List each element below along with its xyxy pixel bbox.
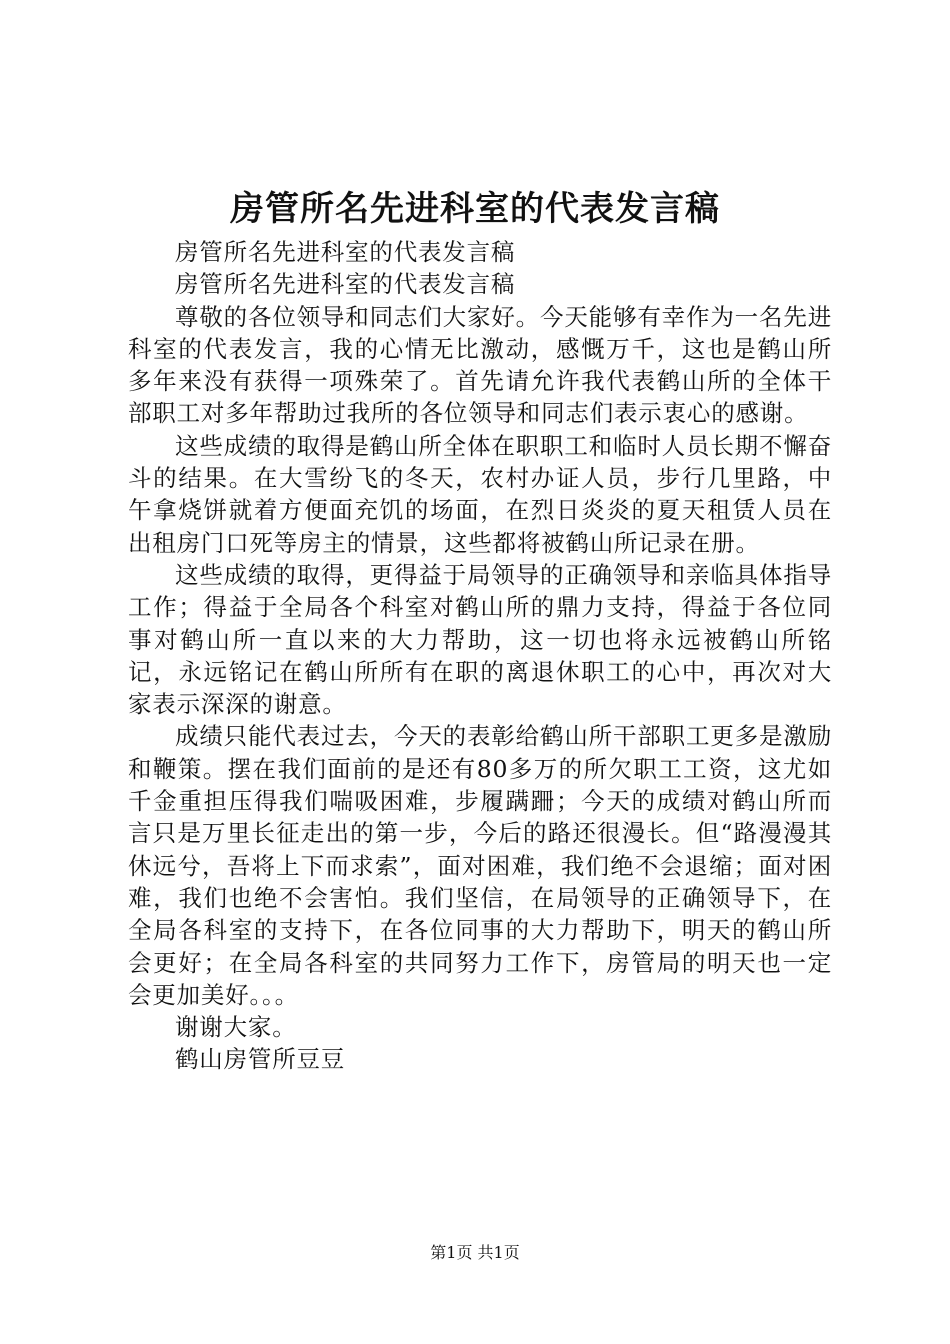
paragraph-greeting: 尊敬的各位领导和同志们大家好。今天能够有幸作为一名先进科室的代表发言，我的心情无比激动，感慨万千，这也是鹤山所多年来没有获得一项殊荣了。首先请允许我代表鹤山所的全体干部职工对多年帮助过我所的各位领导和同志们表示衷心的感谢。 [128, 302, 832, 428]
document-title: 房管所名先进科室的代表发言稿 [230, 189, 720, 229]
document-body [128, 236, 832, 1076]
paragraph-thanks-support: 这些成绩的取得，更得益于局领导的正确领导和亲临具体指导工作；得益于全局各个科室对鹤山所的鼎力支持，得益于各位同事对鹤山所一直以来的大力帮助，这一切也将永远被鹤山所铭记，永远铭记在鹤山所所有在职的离退休职工的心中，再次对大家表示深深的谢意。 [128, 560, 832, 719]
paragraph-subtitle-2: 房管所名先进科室的代表发言稿 [175, 270, 516, 299]
page-number-footer: 第1页 共1页 [430, 1243, 520, 1262]
paragraph-subtitle-1: 房管所名先进科室的代表发言稿 [175, 238, 516, 266]
paragraph-signature: 鹤山房管所豆豆 [175, 1045, 346, 1074]
paragraph-closing: 谢谢大家。 [175, 1013, 297, 1042]
paragraph-future: 成绩只能代表过去，今天的表彰给鹤山所干部职工更多是激励和鞭策。摆在我们面前的是还有80多万的所欠职工工资，这尤如千金重担压得我们喘吸困难，步履蹒跚；今天的成绩对鹤山所而言只是万里长征走出的第一步，今后的路还很漫长。但“路漫漫其休远兮，吾将上下而求索”，面对困难，我们绝不会退缩；面对困难，我们也绝不会害怕。我们坚信，在局领导的正确领导下，在全局各科室的支持下，在各位同事的大力帮助下，明天的鹤山所会更好；在全局各科室的共同努力工作下，房管局的明天也一定会更加美好。。。 [128, 722, 832, 1009]
paragraph-achievements: 这些成绩的取得是鹤山所全体在职职工和临时人员长期不懈奋斗的结果。在大雪纷飞的冬天，农村办证人员，步行几里路，中午拿烧饼就着方便面充饥的场面，在烈日炎炎的夏天租赁人员在出租房门口死等房主的情景，这些都将被鹤山所记录在册。 [128, 431, 832, 557]
